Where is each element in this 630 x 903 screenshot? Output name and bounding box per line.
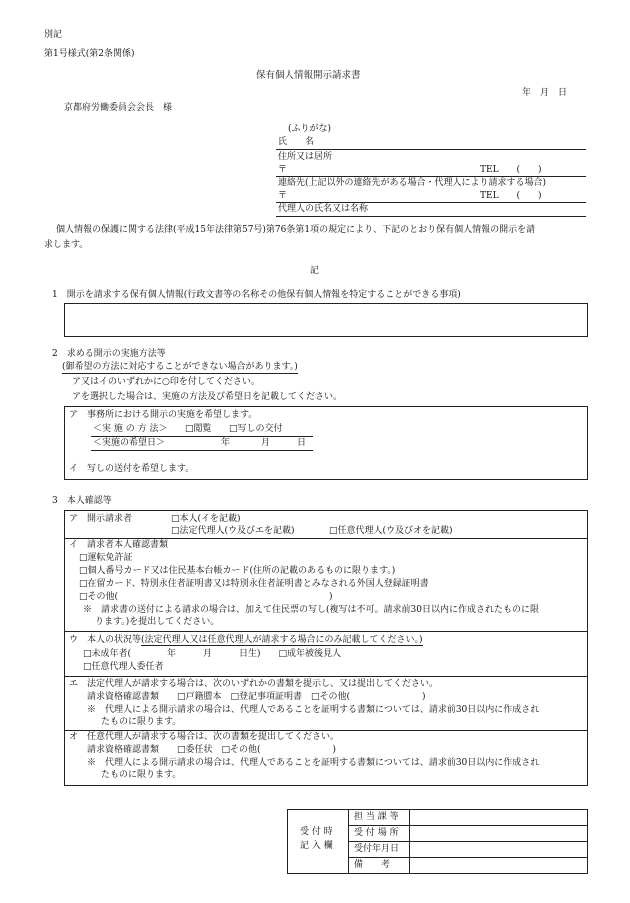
id-doc-drivers-license[interactable]: □運転免許証 — [79, 553, 133, 563]
requester-option-legal-agent[interactable]: □法定代理人(ウ及びエを記載) — [171, 526, 295, 536]
furigana-label: (ふりがな) — [288, 124, 332, 134]
section-2-instruction-2: アを選択した場合は、実施の方法及び希望日を記載してください。 — [72, 392, 343, 402]
requester-option-voluntary-agent[interactable]: □任意代理人(ウ及びオを記載) — [329, 526, 453, 536]
divider-d — [65, 730, 587, 731]
office-row-remarks: 備 考 — [354, 860, 391, 870]
office-field-date[interactable] — [410, 842, 587, 857]
requested-info-box[interactable] — [64, 303, 588, 337]
section-2-heading: 2 求める開示の実施方法等 — [52, 349, 166, 359]
section-2-note: (御希望の方法に対応することができない場合があります。) — [62, 362, 298, 374]
method-underline — [91, 436, 313, 437]
id-docs-note-2: ります。)を提出してください。 — [95, 617, 220, 627]
divider-a — [65, 538, 587, 539]
principal-status-voluntary[interactable]: □任意代理人委任者 — [83, 662, 164, 672]
principal-status-label: ウ 本人の状況等 — [69, 635, 142, 645]
disclosure-method-box — [64, 406, 588, 480]
section-2-instruction-1: ア又はイのいずれかに○印を付してください。 — [72, 377, 260, 387]
intro-line-2: 求します。 — [44, 240, 89, 250]
tel-field-2[interactable]: TEL ( ) — [480, 191, 542, 201]
option-b-label[interactable]: イ 写しの送付を希望します。 — [69, 464, 195, 474]
date-underline — [91, 450, 313, 451]
office-label-1: 受 付 時 — [300, 827, 333, 837]
requester-label: ア 開示請求者 — [69, 514, 133, 524]
id-docs-note-1: ※ 請求書の送付による請求の場合は、加えて住民票の写し(複写は不可。請求前30日以内に作成されたものに限 — [83, 605, 539, 615]
option-a-label[interactable]: ア 事務所における開示の実施を希望します。 — [69, 410, 258, 420]
office-row-place: 受 付 場 所 — [354, 828, 399, 838]
office-row-date: 受付年月日 — [354, 844, 400, 854]
contact-label[interactable]: 連絡先(上記以外の連絡先がある場合・代理人により請求する場合) — [278, 178, 547, 188]
id-doc-residence-card[interactable]: □在留カード、特別永住者証明書又は特別永住者証明書とみなされる外国人登録証明書 — [79, 579, 429, 589]
name-label[interactable]: 氏 名 — [278, 137, 315, 147]
legal-agent-note-1: ※ 代理人による開示請求の場合は、代理人であることを証明する書類については、請求前30日以内に作成され — [87, 705, 540, 715]
postal-mark-2: 〒 — [278, 191, 288, 201]
addressee: 京都府労働委員会会長 様 — [64, 103, 173, 113]
id-doc-other[interactable]: □その他( — [79, 592, 119, 602]
office-field-place[interactable] — [410, 826, 587, 841]
intro-line-1: 個人情報の保護に関する法律(平成15年法律第57号)第76条第1項の規定により、下記のとおり保有個人情報の開示を請 — [56, 225, 536, 235]
agent-name-label[interactable]: 代理人の氏名又は名称 — [278, 204, 369, 214]
agent-underline — [276, 216, 586, 217]
address-underline — [276, 176, 586, 177]
ki-label: 記 — [310, 266, 320, 276]
principal-status-title — [69, 635, 423, 646]
attachment-label: 別記 — [44, 30, 63, 40]
office-field-department[interactable] — [410, 810, 587, 825]
document-title: 保有個人情報開示請求書 — [256, 70, 361, 81]
divider-c — [65, 676, 587, 677]
date-label: ＜実施の希望日＞ — [93, 438, 166, 448]
contact-underline — [276, 202, 586, 203]
office-use-box — [287, 809, 588, 874]
address-label[interactable]: 住所又は居所 — [278, 152, 333, 162]
principal-status-minor[interactable]: □未成年者( 年 月 日生) □成年被後見人 — [83, 649, 342, 659]
id-doc-other-close: ) — [329, 592, 333, 602]
tel-field-1[interactable]: TEL ( ) — [480, 165, 542, 175]
id-doc-mynumber-card[interactable]: □個人番号カード又は住民基本台帳カード(住所の記載のあるものに限ります。) — [79, 566, 396, 576]
requester-option-self[interactable]: □本人(イを記載) — [171, 514, 241, 524]
section-1-heading: 1 開示を請求する保有個人情報(行政文書等の名称その他保有個人情報を特定することができる事項) — [52, 290, 461, 300]
principal-status-note: (法定代理人又は任意代理人が請求する場合にのみ記載してください。) — [141, 635, 423, 645]
name-underline — [276, 149, 586, 150]
method-option-copy[interactable]: □写しの交付 — [229, 424, 283, 434]
voluntary-agent-docs[interactable]: 請求資格確認書類 □委任状 □その他( ) — [87, 745, 337, 755]
legal-agent-docs[interactable]: 請求資格確認書類 □戸籍謄本 □登記事項証明書 □その他( ) — [87, 692, 426, 702]
date-day[interactable]: 日 — [297, 438, 307, 448]
form-number: 第1号様式(第2条関係) — [44, 49, 135, 59]
office-row-department: 担 当 課 等 — [354, 812, 399, 822]
divider-b — [65, 631, 587, 632]
method-option-view[interactable]: □閲覧 — [185, 424, 212, 434]
voluntary-agent-note-1: ※ 代理人による開示請求の場合は、代理人であることを証明する書類については、請求前30日以内に作成され — [87, 758, 540, 768]
legal-agent-title: エ 法定代理人が請求する場合は、次のいずれかの書類を提示し、又は提出してください。 — [69, 679, 439, 689]
date-field[interactable]: 年 月 日 — [522, 88, 568, 98]
id-docs-title: イ 請求者本人確認書類 — [69, 540, 169, 550]
postal-mark-1: 〒 — [278, 165, 288, 175]
voluntary-agent-note-2: たものに限ります。 — [101, 770, 182, 780]
office-label-2: 記 入 欄 — [300, 841, 333, 851]
office-field-remarks[interactable] — [410, 858, 587, 873]
voluntary-agent-title: オ 任意代理人が請求する場合は、次の書類を提出してください。 — [69, 732, 340, 742]
method-label: ＜実 施 の 方 法＞ — [93, 424, 168, 434]
legal-agent-note-2: たものに限ります。 — [101, 717, 182, 727]
date-year[interactable]: 年 — [221, 438, 231, 448]
date-month[interactable]: 月 — [261, 438, 271, 448]
identity-verification-box — [64, 510, 588, 786]
section-3-heading: 3 本人確認等 — [52, 496, 112, 506]
